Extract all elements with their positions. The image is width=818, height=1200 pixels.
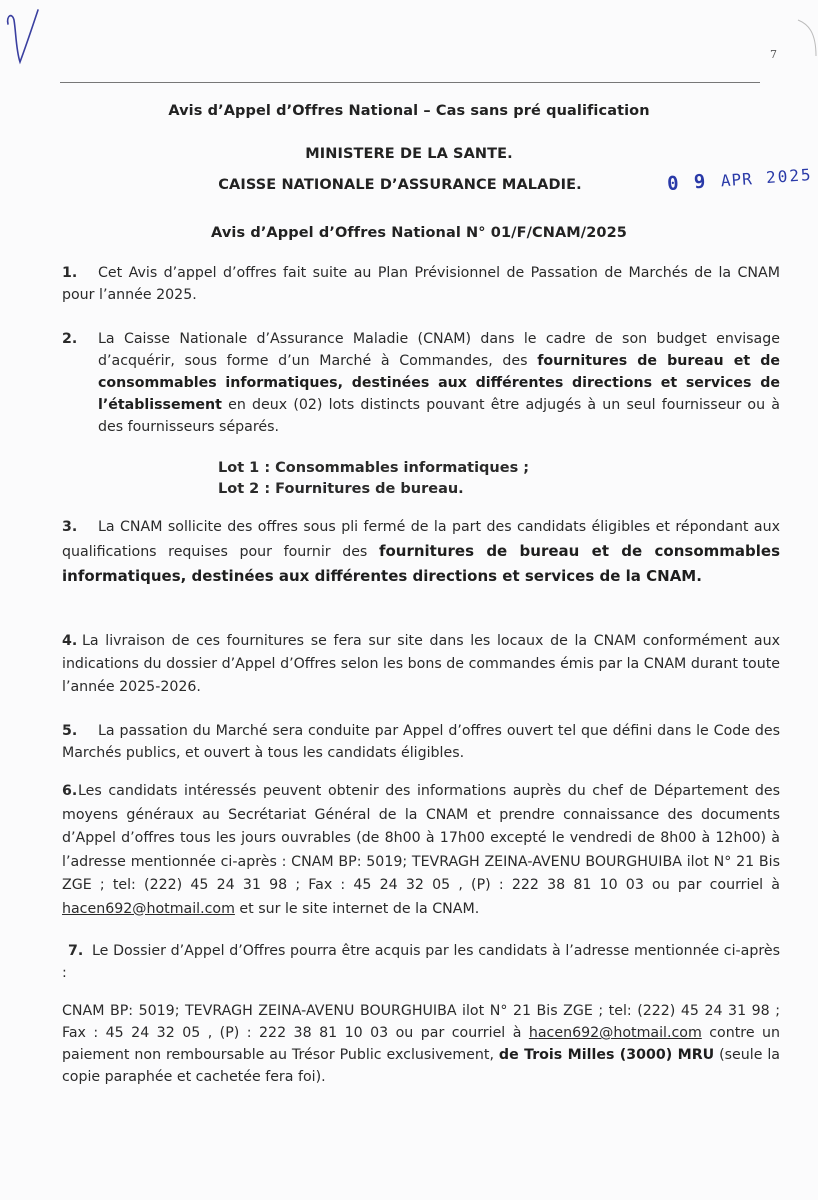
lot-item-2: Lot 2 : Fournitures de bureau.	[218, 481, 464, 497]
stamp-day: 0 9	[666, 170, 709, 196]
section-7	[62, 940, 780, 984]
fee-amount: de Trois Milles (3000) MRU	[498, 1047, 715, 1063]
lots-list	[218, 458, 529, 500]
section-number: 3.	[62, 519, 78, 535]
section-text: La passation du Marché sera conduite par Appel d’offres ouvert tel que défini dans le Code des Marchés publics, et ouvert à tous les candidats éligibles.	[62, 723, 780, 761]
ministry-heading: MINISTERE DE LA SANTE.	[305, 146, 513, 162]
stamp-month: APR	[720, 169, 754, 191]
handwritten-check-mark-icon	[4, 6, 40, 66]
address-text-middle: contre un paiement non remboursable au Trésor Public exclusivement,	[62, 1025, 780, 1063]
section-number: 2.	[62, 331, 78, 347]
section-1	[62, 262, 780, 306]
section-text-after: en deux (02) lots distincts pouvant être adjugés à un seul fournisseur ou à des fournisseurs séparés.	[98, 397, 780, 435]
notice-type-heading: Avis d’Appel d’Offres National – Cas sans pré qualification	[168, 103, 650, 119]
section-3	[62, 515, 780, 589]
section-number: 5.	[62, 723, 78, 739]
page-corner-curl-icon	[796, 18, 818, 58]
section-text: Cet Avis d’appel d’offres fait suite au Plan Prévisionnel de Passation de Marchés de la CNAM pour l’année 2025.	[62, 265, 780, 303]
agency-heading: CAISSE NATIONALE D’ASSURANCE MALADIE.	[218, 177, 582, 193]
address-text-before: CNAM BP: 5019; TEVRAGH ZEINA-AVENU BOURGHUIBA ilot N° 21 Bis ZGE ; tel: (222) 45 24 31 98 ; Fax : 45 24 32 05 , (P) : 222 38 81 10 03 ou par courriel à	[62, 1003, 780, 1041]
section-number: 4.	[62, 633, 78, 649]
section-number: 7.	[68, 943, 84, 959]
section-text: Le Dossier d’Appel d’Offres pourra être acquis par les candidats à l’adresse mentionnée ci-après :	[62, 943, 780, 981]
section-text-bold: fournitures de bureau et de consommables informatiques, destinées aux différentes directions et services de l’établissement	[98, 353, 780, 413]
section-text-before: La CNAM sollicite des offres sous pli fermé de la part des candidats éligibles et répondant aux qualifications requises pour fournir des	[62, 519, 780, 560]
section-text-after: et sur le site internet de la CNAM.	[234, 900, 480, 917]
section-text-before: Les candidats intéressés peuvent obtenir des informations auprès du chef de Département des moyens généraux au Secrétariat Général de la CNAM et prendre connaissance des documents d’Appel d’offres tous les jours ouvrables (de 8h00 à 17h00 excepté le vendredi de 8h00 à 12h00) à l’adresse mentionnée ci-après : CNAM BP: 5019; TEVRAGH ZEINA-AVENU BOURGHUIBA ilot N° 21 Bis ZGE ; tel: (222) 45 24 31 98 ; Fax : 45 24 32 05 , (P) : 222 38 81 10 03 ou par courriel à	[62, 783, 780, 893]
header-rule	[60, 82, 760, 83]
section-7-address	[62, 1000, 780, 1088]
notice-number-heading: Avis d’Appel d’Offres National N° 01/F/CNAM/2025	[211, 225, 627, 241]
address-text-after: (seule la copie paraphée et cachetée fera foi).	[62, 1047, 780, 1085]
section-4	[62, 630, 780, 699]
section-5	[62, 720, 780, 764]
email-link[interactable]: hacen692@hotmail.com	[528, 1025, 702, 1041]
section-text-bold: fournitures de bureau et de consommables informatiques, destinées aux différentes directions et services de la CNAM.	[62, 542, 780, 585]
section-text: La livraison de ces fournitures se fera sur site dans les locaux de la CNAM conformément aux indications du dossier d’Appel d’Offres selon les bons de commandes émis par la CNAM durant toute l’année 2025-2026.	[62, 633, 780, 695]
section-number: 1.	[62, 265, 78, 281]
section-2	[62, 328, 780, 438]
page-number: 7	[770, 48, 777, 61]
section-text-before: La Caisse Nationale d’Assurance Maladie (CNAM) dans le cadre de son budget envisage d’acquérir, sous forme d’un Marché à Commandes, des	[98, 331, 780, 369]
email-link[interactable]: hacen692@hotmail.com	[62, 900, 235, 917]
stamp-year: 2025	[765, 164, 814, 188]
section-number: 6.	[62, 783, 78, 799]
section-6	[62, 780, 780, 921]
lot-item-1: Lot 1 : Consommables informatiques ;	[218, 460, 530, 476]
